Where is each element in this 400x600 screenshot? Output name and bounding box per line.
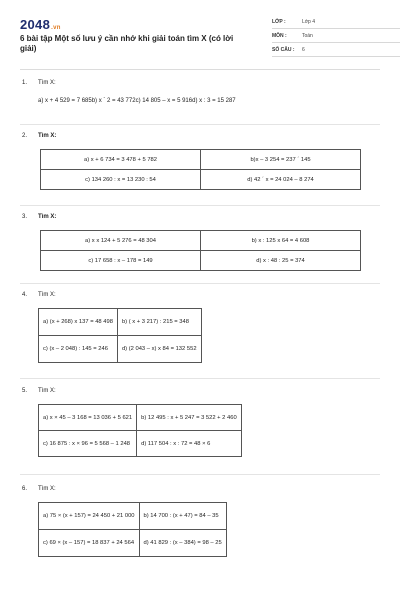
table-row (41, 251, 361, 271)
question-number: 4. (22, 292, 28, 298)
meta-info (272, 15, 400, 57)
table-row (41, 170, 361, 190)
table-cell: a) x + 6 734 = 3 478 + 5 782 (41, 150, 201, 170)
table-cell: d) x : 48 : 25 = 374 (201, 251, 361, 271)
section-divider (20, 124, 380, 125)
equation-table (38, 502, 227, 557)
table-cell: d) 42 ´ x = 24 024 – 8 274 (201, 170, 361, 190)
section-divider (20, 205, 380, 206)
table-cell: b)x – 3 254 = 237 ´ 145 (201, 150, 361, 170)
question-number: 6. (22, 486, 28, 492)
question-5 (22, 388, 242, 457)
question-number: 3. (22, 214, 28, 220)
equation-table (38, 308, 202, 363)
meta-value: Lớp 4 (302, 19, 316, 25)
question-2 (22, 133, 361, 190)
question-heading (22, 292, 202, 302)
meta-key: MÔN : (272, 33, 287, 39)
table-cell: b) ( x + 3 217) : 215 = 348 (117, 309, 201, 336)
meta-key: SỐ CÂU : (272, 47, 295, 53)
table-cell: c) 16 875 : x × 96 = 5 568 – 1 248 (39, 431, 137, 457)
question-equations: a) x + 4 529 = 7 685b) x ´ 2 = 43 772c) 14 805 – x = 5 916d) x : 3 = 15 287 (38, 98, 236, 104)
logo-suffix: .vn (51, 25, 61, 31)
meta-row-grade (272, 15, 400, 29)
table-row (39, 336, 202, 363)
question-heading (22, 486, 227, 496)
equation-table (40, 149, 361, 190)
question-4 (22, 292, 202, 363)
meta-key: LỚP : (272, 19, 286, 25)
table-row (39, 530, 227, 557)
question-heading (22, 388, 242, 398)
document-title: 6 bài tập Một số lưu ý cần nhớ khi giải toán tìm X (có lời giải) (20, 34, 234, 53)
question-heading (22, 133, 361, 143)
question-3 (22, 214, 361, 271)
table-cell: d) 117 504 : x : 72 = 48 × 6 (137, 431, 242, 457)
section-divider (20, 283, 380, 284)
question-label: Tìm X: (38, 214, 57, 220)
header-divider (20, 69, 380, 70)
table-row (39, 405, 242, 431)
table-cell: c) 134 260 : x = 13 230 : 54 (41, 170, 201, 190)
table-row (39, 503, 227, 530)
table-cell: d) 41 829 : (x – 384) = 98 – 25 (139, 530, 226, 557)
question-number: 5. (22, 388, 28, 394)
table-row (41, 231, 361, 251)
table-row (41, 150, 361, 170)
meta-value: Toán (302, 33, 313, 39)
table-cell: b) 12 495 : x + 5 247 = 3 522 + 2 460 (137, 405, 242, 431)
table-cell: a) 75 × (x + 157) = 24 450 + 21 000 (39, 503, 140, 530)
table-row (39, 431, 242, 457)
question-6 (22, 486, 227, 557)
question-label: Tìm X: (38, 133, 57, 139)
table-cell: a) (x + 268) x 137 = 48 498 (39, 309, 118, 336)
question-label: Tìm X: (38, 292, 56, 298)
table-cell: a) x x 124 + 5 276 = 48 304 (41, 231, 201, 251)
table-row (39, 309, 202, 336)
table-cell: a) x × 45 – 3 168 = 13 036 + 5 621 (39, 405, 137, 431)
equation-table (38, 404, 242, 457)
table-cell: c) 17 658 : x – 178 = 149 (41, 251, 201, 271)
table-cell: b) x : 125 x 64 = 4 608 (201, 231, 361, 251)
question-heading (22, 214, 361, 224)
table-cell: c) 69 × (x – 157) = 18 837 + 24 564 (39, 530, 140, 557)
meta-row-count (272, 43, 400, 57)
question-number: 2. (22, 133, 28, 139)
site-logo[interactable] (20, 17, 61, 32)
table-cell: c) (x – 2 048) : 145 = 246 (39, 336, 118, 363)
meta-value: 6 (302, 47, 305, 53)
question-1 (22, 80, 236, 104)
question-label: Tìm X: (38, 80, 56, 86)
table-cell: d) (2 043 – x) x 84 = 132 552 (117, 336, 201, 363)
section-divider (20, 378, 380, 379)
meta-row-subject (272, 29, 400, 43)
section-divider (20, 474, 380, 475)
question-label: Tìm X: (38, 486, 56, 492)
document-header (20, 15, 380, 55)
question-heading (22, 80, 236, 90)
question-number: 1. (22, 80, 28, 86)
table-cell: b) 14 700 : (x + 47) = 84 – 35 (139, 503, 226, 530)
question-label: Tìm X: (38, 388, 56, 394)
equation-table (40, 230, 361, 271)
logo-text: 2048 (20, 17, 51, 32)
